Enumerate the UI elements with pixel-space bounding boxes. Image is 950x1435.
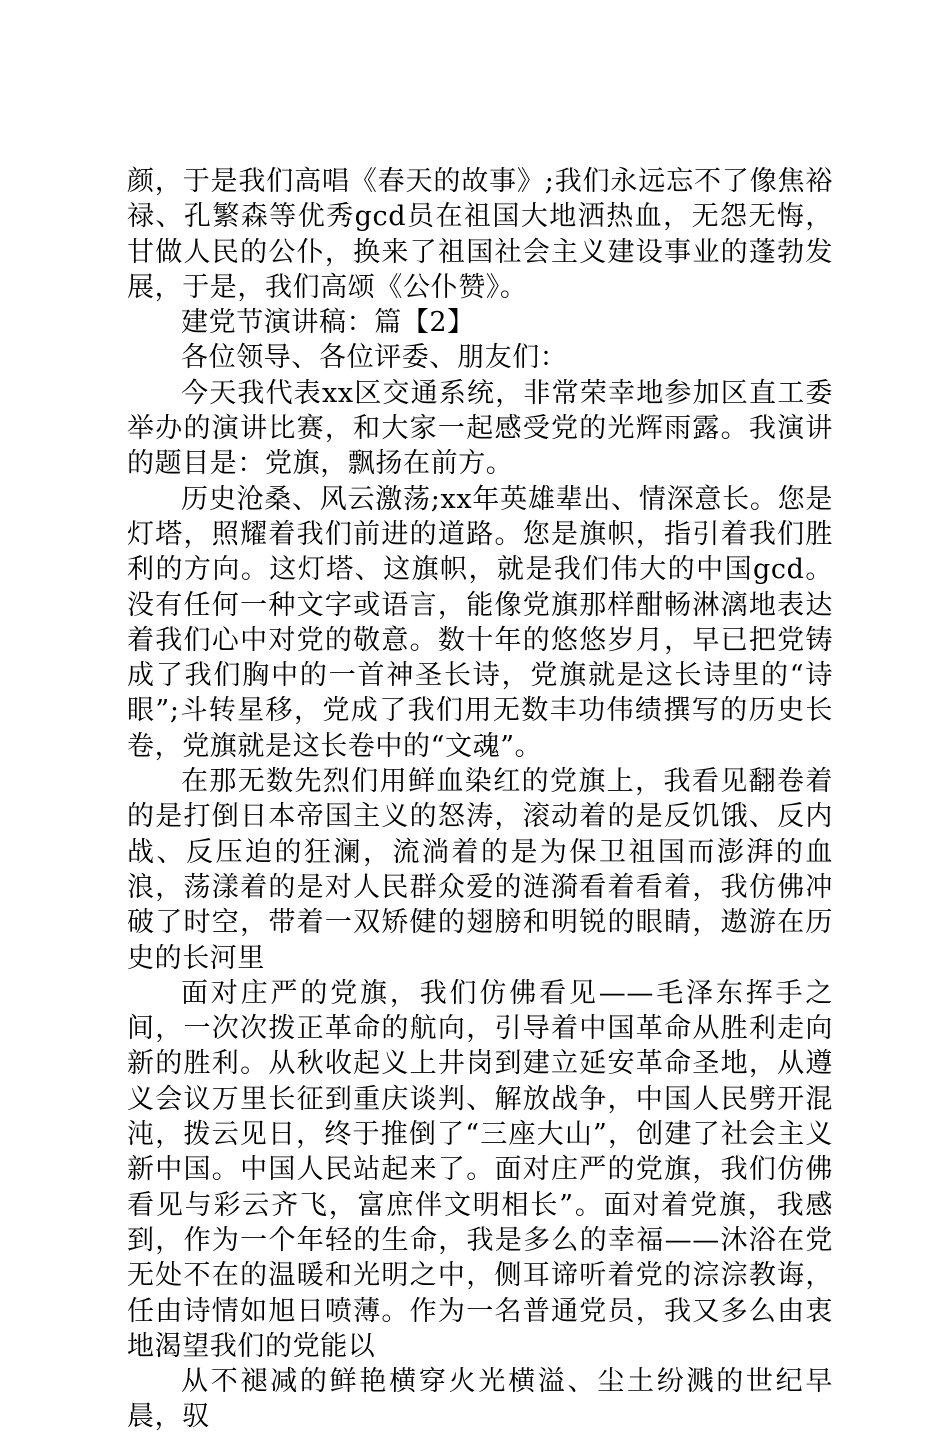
paragraph-final: 从不褪减的鲜艳横穿火光横溢、尘土纷溅的世纪早晨，驭 bbox=[127, 1366, 833, 1433]
paragraph-martyrs: 在那无数先烈们用鲜血染红的党旗上，我看见翻卷着的是打倒日本帝国主义的怒涛，滚动着的是反饥饿、反内战、反压迫的狂澜，流淌着的是为保卫祖国而澎湃的血浪，荡漾着的是对人民群众爱的涟漪看着看着，我仿佛冲破了时空，带着一双矫健的翅膀和明锐的眼睛，遨游在历史的长河里 bbox=[127, 766, 833, 974]
paragraph-1: 颜，于是我们高唱《春天的故事》;我们永远忘不了像焦裕禄、孔繁森等优秀gcd员在祖国大地洒热血，无怨无悔，甘做人民的公仆，换来了祖国社会主义建设事业的蓬勃发展，于是，我们高颂《公仆赞》。 bbox=[127, 166, 833, 303]
section-heading: 建党节演讲稿：篇【2】 bbox=[181, 307, 475, 339]
document-body bbox=[127, 164, 833, 1435]
paragraph-history: 历史沧桑、风云激荡;xx年英雄辈出、情深意长。您是灯塔，照耀着我们前进的道路。您是旗帜，指引着我们胜利的方向。这灯塔、这旗帜，就是我们伟大的中国gcd。没有任何一种文字或语言，能像党旗那样酣畅淋漓地表达着我们心中对党的敬意。数十年的悠悠岁月，早已把党铸成了我们胸中的一首神圣长诗，党旗就是这长诗里的“诗眼”;斗转星移，党成了我们用无数丰功伟绩撰写的历史长卷，党旗就是这长卷中的“文魂”。 bbox=[127, 483, 833, 762]
paragraph-intro: 今天我代表xx区交通系统，非常荣幸地参加区直工委举办的演讲比赛，和大家一起感受党的光辉雨露。我演讲的题目是：党旗，飘扬在前方。 bbox=[127, 377, 833, 480]
salutation: 各位领导、各位评委、朋友们： bbox=[181, 342, 568, 374]
paragraph-flag: 面对庄严的党旗，我们仿佛看见——毛泽东挥手之间，一次次拨正革命的航向，引导着中国革命从胜利走向新的胜利。从秋收起义上井岗到建立延安革命圣地，从遵义会议万里长征到重庆谈判、解放战争，中国人民劈开混沌，拨云见日，终于推倒了“三座大山”，创建了社会主义新中国。中国人民站起来了。面对庄严的党旗，我们仿佛看见与彩云齐飞，富庶伴文明相长”。面对着党旗，我感到，作为一个年轻的生命，我是多么的幸福——沐浴在党无处不在的温暖和光明之中，侧耳谛听着党的淙淙教诲，任由诗情如旭日喷薄。作为一名普通党员，我又多么由衷地渴望我们的党能以 bbox=[127, 977, 833, 1362]
